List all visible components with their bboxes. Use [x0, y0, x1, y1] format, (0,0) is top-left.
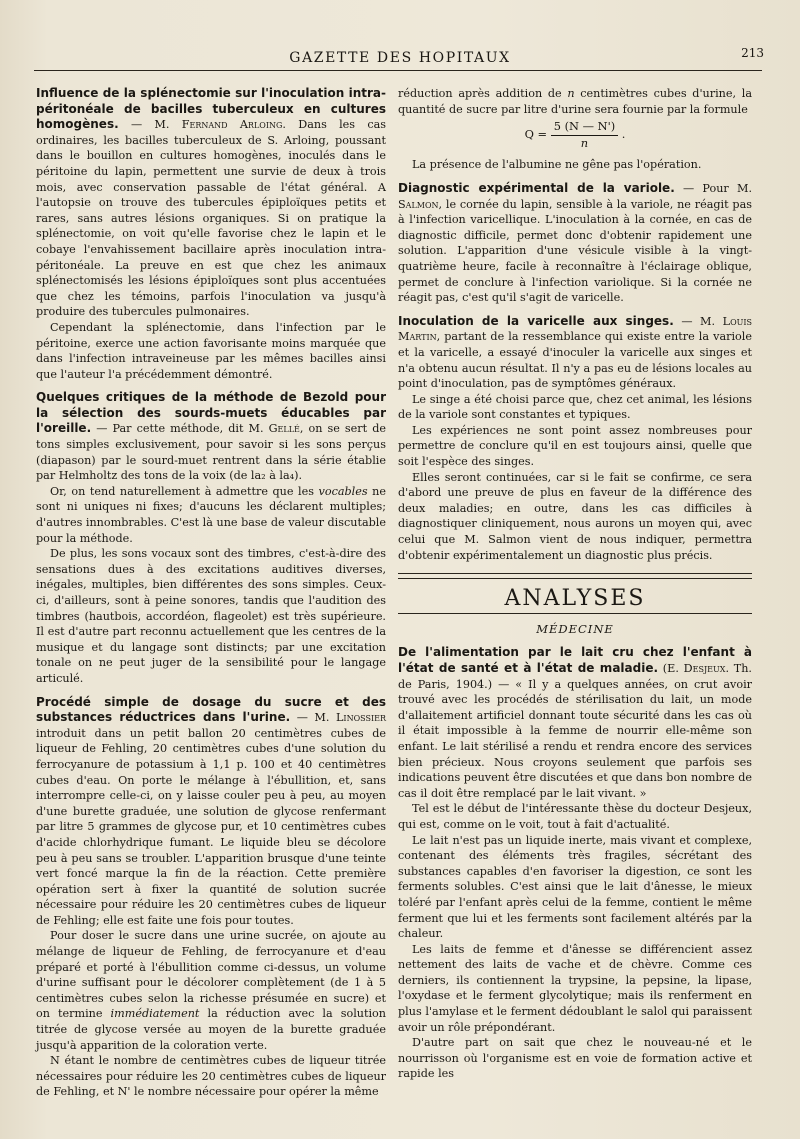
- section-subheading: MÉDECINE: [536, 621, 614, 636]
- article-varicelle: [398, 314, 752, 564]
- formula-denominator: n: [580, 135, 589, 150]
- article-italic: immédiatement: [110, 1007, 200, 1021]
- article-author: Fernand Arloing: [181, 118, 283, 132]
- article-dash: — Pour M.: [674, 181, 752, 195]
- article-italic: n: [567, 87, 575, 100]
- article-author: Gellé: [268, 422, 300, 436]
- article-paragraph: [398, 86, 752, 117]
- page-number: 213: [741, 46, 764, 60]
- article-paragraph: Les expériences ne sont point assez nombreuses pour permettre de conclure qu'il en est toujours ainsi, quelle que soit l'espèce des singes.: [398, 423, 752, 469]
- article-title: Procédé simple de dosage du sucre et des substances réductrices dans l'urine.: [36, 694, 386, 725]
- article-text: introduit dans un petit ballon 20 centimètres cubes de liqueur de Fehling, 20 centimètres cubes d'une solution du ferrocyanure de potassium à 1,1 p. 100 et 40 centimètres cubes d'eau. On porte le mélange à l'ébullition, et, sans interrompre celle-ci, on y laisse couler peu à peu, au moyen d'une burette graduée, une solution de glycose renfermant par litre 5 grammes de glycose pur, et 10 centimètres cubes d'acide chlorhydrique fumant. Le liquide bleu se décolore peu à peu sans se troubler. L'apparition brusque d'une teinte vert foncé marque la fin de la réaction. Cette première opération sert à fixer la quantité de solution sucrée nécessaire pour réduire les 20 centimètres cubes de liqueur de Fehling; elle est faite une fois pour toutes.: [36, 726, 386, 927]
- article-paragraph: Elles seront continuées, car si le fait se confirme, ce sera d'abord une preuve de plus en faveur de la différence des deux maladies; en outre, dans les cas difficiles à diagnostiquer cliniquement, nous aurons un moyen qui, avec celui que M. Salmon vient de nous indiquer, permettra d'obtenir expérimentalement un diagnostic plus précis.: [398, 470, 752, 562]
- article-author: Louis Martin: [398, 314, 753, 344]
- right-column: [398, 86, 752, 1090]
- article-paragraph: Les laits de femme et d'ânesse se différencient assez nettement des laits de vache et de chèvre. Comme ces derniers, ils contiennent la trypsine, la pepsine, la lipase, l'oxydase et le ferment glycolytique; mais ils renferment en plus l'amylase et le ferment dédoublant le salol qui paraissent avoir un rôle prépondérant.: [398, 942, 752, 1034]
- article-paragraph: [36, 695, 386, 929]
- article-text: , le cornée du lapin, sensible à la variole, ne réagit pas à l'infection varicellique. L'inoculation à la cornée, en cas de diagnostic difficile, permet donc d'obtenir rapidement une solution. L'apparition d'une vésicule visible à la vingt-quatrième heure, facile à reconnaître à l'éclairage oblique, permet de conclure à l'infection variolique. Si la cornée ne réagit pas, c'est qu'il s'agit de varicelle.: [398, 197, 752, 305]
- article-author: Desjeux: [683, 662, 726, 675]
- formula-end: .: [621, 127, 626, 142]
- article-lait-cru: [398, 645, 752, 1082]
- article-text: , partant de la ressemblance qui existe entre la variole et la varicelle, a essayé d'inoculer la varicelle aux singes et n'a obtenu aucun résultat. Il n'y a pas eu de lésions locales au point d'inoculation, pas de symptômes généraux.: [398, 330, 752, 391]
- article-paragraph: Le singe a été choisi parce que, chez cet animal, les lésions de la variole sont constantes et typiques.: [398, 392, 752, 422]
- article-text: , on se sert de tons simples exclusivement, pour savoir si les sons perçus (diapason) par le sourd-muet rentrent dans la série établie par Helmholtz des tons de la voix (de la₂ à la₄).: [36, 422, 386, 483]
- article-text: . Dans les cas ordinaires, les bacilles tuberculeux de S. Arloing, poussant dans le bouillon en cultures homogènes, inoculés dans le péritoine du lapin, permettent une survie de deux à trois mois, avec conservation passable de l'état général. A l'autopsie on trouve des tubercules épiploïques petits et rares, sans autres lésions organiques. Si on pratique la splénectomie, on voit qu'elle favorise chez le lapin et le cobaye l'envahissement bacillaire après inoculation intra-péritonéale. La preuve en est que chez les animaux splénectomisés les lésions épiploïques sont plus accentuées que chez les témoins, parfois l'inoculation va jusqu'à produire des tubercules pulmonaires.: [36, 118, 386, 319]
- article-paragraph: Le lait n'est pas un liquide inerte, mais vivant et complexe, contenant des éléments très fragiles, sécrétant des substances capables d'en favoriser la digestion, ce sont les ferments solubles. C'est ainsi que le lait d'ânesse, le mieux toléré par l'enfant après celui de la femme, contient le même ferment que lui et les ferments sont facilement altérés par la chaleur.: [398, 833, 752, 941]
- article-paragraph: [398, 181, 752, 306]
- formula-fraction: [551, 119, 618, 151]
- article-dash: — M.: [118, 118, 182, 132]
- article-paragraph: [36, 928, 386, 1053]
- article-paragraph: [36, 390, 386, 484]
- sugar-formula: [398, 119, 752, 151]
- article-paragraph: [36, 86, 386, 320]
- formula-numerator: 5 (N — N'): [551, 119, 618, 136]
- article-dash: — M.: [673, 314, 723, 328]
- article-author: Linossier: [336, 711, 386, 725]
- section-rule: [398, 613, 752, 614]
- article-dash: — M.: [290, 711, 336, 725]
- article-title: Quelques critiques de la méthode de Bezold pour la sélection des sourds-muets éducables par l'oreille.: [36, 390, 386, 436]
- article-text: Pour doser le sucre dans une urine sucrée, on ajoute au mélange de liqueur de Fehling, de ferrocyanure et d'eau préparé et porté à l'ébullition comme ci-dessus, un volume d'urine suffisant pour le décolorer complètement (de 1 à 5 centimètres cubes selon la richesse présumée en sucre) et on termine: [36, 929, 386, 1021]
- article-dosage-sucre: [36, 695, 386, 1100]
- article-title: Diagnostic expérimental de la variole.: [398, 180, 675, 195]
- page-header: [30, 44, 770, 68]
- article-splenectomie: [36, 86, 386, 382]
- article-paragraph: [398, 314, 752, 392]
- article-italic: vocables: [318, 484, 368, 498]
- article-paragraph: La présence de l'albumine ne gêne pas l'opération.: [412, 158, 702, 172]
- article-citation: (E.: [658, 662, 684, 675]
- article-text: — « Il y a quelques années, on crut avoir trouvé avec les procédés de stérilisation du lait, un mode d'allaitement artificiel donnant toute sécurité dans les cas où il était impossible à la femme de nourrir elle-même son enfant. Le lait stérilisé a rendu et rendra encore des services bien précieux. Nous croyons seulement que parfois ses indications peuvent être discutées et que dans bon nombre de cas il doit être remplacé par le lait vivant. »: [398, 677, 752, 800]
- formula-lhs: Q =: [524, 127, 551, 142]
- section-heading: ANALYSES: [504, 586, 646, 612]
- article-citation: . Th. de Paris, 1904.): [398, 662, 752, 691]
- article-paragraph: Tel est le début de l'intéressante thèse du docteur Desjeux, qui est, comme on le voit, tout à fait d'actualité.: [398, 802, 752, 831]
- article-title: Inoculation de la varicelle aux singes.: [398, 313, 674, 328]
- article-text: centimètres cubes d'urine, la quantité de sucre par litre d'urine sera fournie par la formule: [398, 87, 752, 116]
- article-title: De l'alimentation par le lait cru chez l'enfant à l'état de santé et à l'état de maladie.: [398, 645, 752, 675]
- article-text: la réduction avec la solution titrée de glycose versée au moyen de la burette graduée jusqu'à apparition de la coloration verte.: [36, 1007, 386, 1052]
- header-rule: [34, 70, 762, 71]
- article-dash: — Par cette méthode, dit M.: [91, 422, 269, 436]
- article-paragraph: Cependant la splénectomie, dans l'infection par le péritoine, exerce une action favorisante moins marquée que dans l'infection intraveineuse par les mêmes bacilles ainsi que l'auteur l'a précédemment démontré.: [36, 320, 386, 381]
- journal-title: GAZETTE DES HOPITAUX: [289, 50, 511, 66]
- article-paragraph: N étant le nombre de centimètres cubes de liqueur titrée nécessaires pour réduire les 20 centimètres cubes de liqueur de Fehling, et N' le nombre nécessaire pour opérer la même: [36, 1054, 386, 1099]
- article-bezold: [36, 390, 386, 686]
- section-double-rule: [398, 573, 752, 579]
- article-dosage-sucre-continued: [398, 86, 752, 173]
- left-column: [36, 86, 386, 1108]
- article-text: Or, on tend naturellement à admettre que les: [50, 484, 319, 498]
- article-title: Influence de la splénectomie sur l'inoculation intra-péritonéale de bacilles tuberculeux en cultures homogènes.: [36, 86, 386, 132]
- article-paragraph: [36, 484, 386, 546]
- article-author: Salmon: [398, 197, 439, 211]
- article-paragraph: D'autre part on sait que chez le nouveau-né et le nourrisson où l'organisme est en voie de formation active et rapide les: [398, 1036, 752, 1081]
- article-text: réduction après addition de: [398, 87, 568, 100]
- article-paragraph: [398, 645, 752, 801]
- article-text: ne sont ni uniques ni fixes; d'aucuns les déclarent multiples; d'autres innombrables. C'est là une base de valeur discutable pour la méthode.: [36, 484, 386, 545]
- article-paragraph: De plus, les sons vocaux sont des timbres, c'est-à-dire des sensations dues à des excitations auditives diverses, inégales, multiples, bien différentes des sons simples. Ceux-ci, d'ailleurs, sont à peine sonores, tandis que l'audition des timbres (hautbois, accordéon, flageolet) est très supérieure. Il est d'autre part reconnu actuellement que les centres de la musique et du langage sont distincts; par une excitation tonale on ne peut juger de la sensibilité pour le langage articulé.: [36, 547, 386, 685]
- article-variole: [398, 181, 752, 306]
